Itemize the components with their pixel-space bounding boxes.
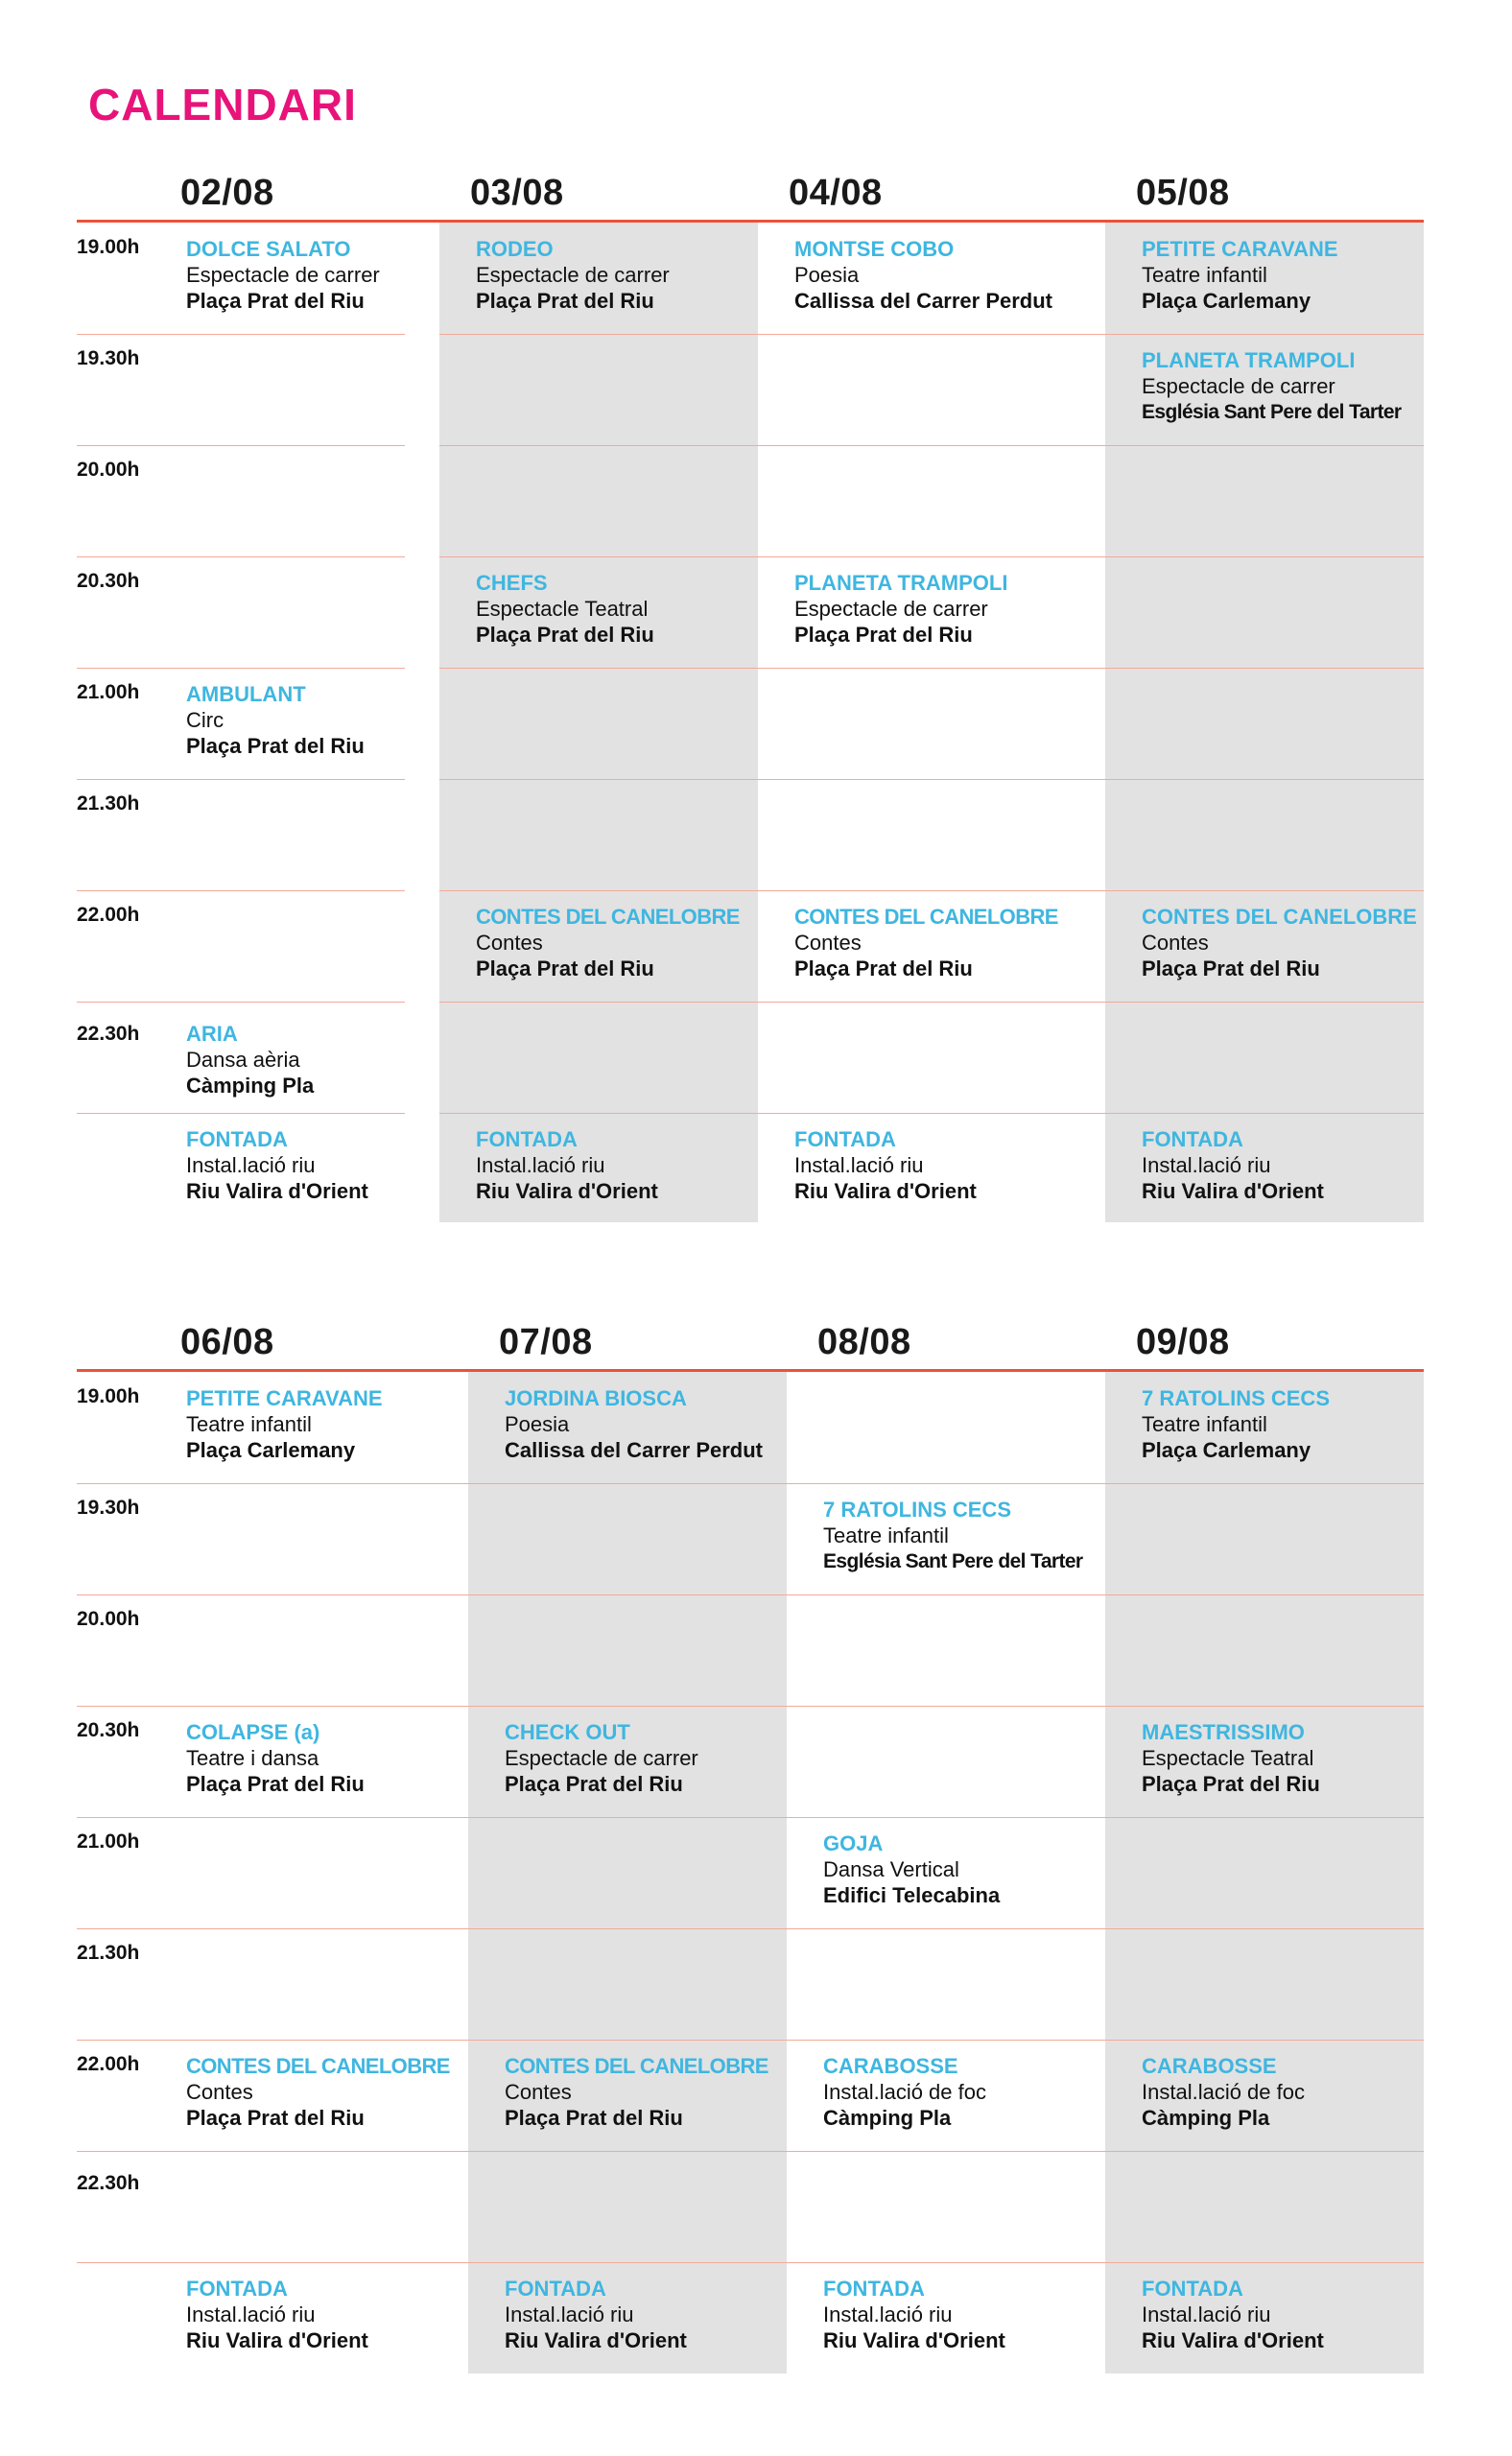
row-divider (439, 1002, 1424, 1003)
event-card (794, 236, 1092, 314)
event-type: Poesia (505, 1412, 570, 1436)
row-divider (77, 1706, 1424, 1707)
event-place: Plaça Carlemany (1142, 1438, 1311, 1462)
row-divider (77, 1928, 1424, 1929)
event-place: Edifici Telecabina (823, 1883, 1001, 1907)
row-divider (439, 334, 1424, 335)
event-name: FONTADA (794, 1127, 896, 1151)
header-rule (77, 220, 1424, 223)
row-divider (439, 779, 1424, 780)
event-place: Riu Valira d'Orient (505, 2328, 687, 2352)
event-type: Teatre infantil (186, 1412, 312, 1436)
day-header: 04/08 (789, 173, 883, 213)
event-card (823, 1830, 1121, 1908)
event-name: CONTES DEL CANELOBRE (505, 2054, 768, 2078)
event-card (186, 681, 484, 759)
event-card (1142, 236, 1439, 314)
event-type: Espectacle de carrer (1142, 374, 1335, 398)
event-place: Plaça Prat del Riu (186, 734, 365, 758)
event-type: Instal.lació riu (794, 1153, 924, 1177)
day-header: 09/08 (1136, 1322, 1230, 1362)
event-place: Riu Valira d'Orient (186, 2328, 368, 2352)
time-label: 19.30h (77, 1497, 140, 1519)
event-card (823, 1497, 1121, 1574)
event-place: Riu Valira d'Orient (823, 2328, 1005, 2352)
time-label: 22.30h (77, 1023, 140, 1045)
event-name: FONTADA (186, 2277, 288, 2301)
event-name: FONTADA (1142, 2277, 1243, 2301)
event-type: Instal.lació riu (1142, 1153, 1271, 1177)
event-card (1142, 1385, 1439, 1463)
event-name: GOJA (823, 1831, 884, 1855)
event-name: FONTADA (186, 1127, 288, 1151)
event-card (476, 1126, 773, 1204)
event-type: Teatre infantil (1142, 1412, 1267, 1436)
event-place: Església Sant Pere del Tarter (1142, 401, 1402, 423)
event-type: Poesia (794, 263, 860, 287)
event-place: Plaça Prat del Riu (794, 623, 973, 647)
row-divider (77, 668, 405, 669)
event-card (794, 904, 1092, 981)
event-place: Callissa del Carrer Perdut (794, 289, 1053, 313)
event-place: Riu Valira d'Orient (476, 1179, 658, 1203)
event-name: MONTSE COBO (794, 237, 955, 261)
event-name: DOLCE SALATO (186, 237, 351, 261)
event-place: Càmping Pla (823, 2106, 952, 2130)
event-type: Contes (794, 931, 862, 955)
event-place: Càmping Pla (186, 1074, 315, 1098)
event-place: Plaça Prat del Riu (186, 2106, 365, 2130)
day-header: 03/08 (470, 173, 564, 213)
event-place: Plaça Prat del Riu (505, 2106, 683, 2130)
row-divider (439, 445, 1424, 446)
event-type: Instal.lació riu (186, 2302, 316, 2326)
day-header: 08/08 (817, 1322, 911, 1362)
page-title: CALENDARI (88, 80, 357, 130)
event-name: CHECK OUT (505, 1720, 630, 1744)
time-label: 22.00h (77, 2053, 140, 2075)
time-label: 22.00h (77, 904, 140, 926)
time-label: 20.00h (77, 1608, 140, 1630)
event-card (476, 570, 773, 648)
time-label: 20.00h (77, 459, 140, 481)
event-name: COLAPSE (a) (186, 1720, 320, 1744)
event-type: Espectacle Teatral (476, 597, 649, 621)
event-place: Riu Valira d'Orient (794, 1179, 977, 1203)
row-divider (77, 1594, 1424, 1595)
event-type: Contes (505, 2080, 572, 2104)
row-divider (439, 668, 1424, 669)
event-type: Contes (186, 2080, 253, 2104)
row-divider (77, 779, 405, 780)
event-type: Instal.lació riu (476, 1153, 605, 1177)
event-place: Plaça Prat del Riu (186, 289, 365, 313)
event-name: MAESTRISSIMO (1142, 1720, 1305, 1744)
event-place: Plaça Prat del Riu (186, 1772, 365, 1796)
time-label: 19.30h (77, 347, 140, 369)
event-type: Instal.lació riu (1142, 2302, 1271, 2326)
event-card (1142, 1126, 1439, 1204)
time-label: 19.00h (77, 1385, 140, 1407)
event-name: PETITE CARAVANE (1142, 237, 1338, 261)
event-name: CARABOSSE (1142, 2054, 1277, 2078)
event-name: RODEO (476, 237, 554, 261)
event-type: Espectacle Teatral (1142, 1746, 1314, 1770)
event-type: Instal.lació riu (186, 1153, 316, 1177)
event-name: CONTES DEL CANELOBRE (186, 2054, 450, 2078)
event-name: PLANETA TRAMPOLI (1142, 348, 1356, 372)
event-place: Església Sant Pere del Tarter (823, 1550, 1083, 1572)
event-place: Plaça Prat del Riu (476, 289, 654, 313)
event-type: Teatre infantil (1142, 263, 1267, 287)
event-type: Espectacle de carrer (505, 1746, 698, 1770)
event-card (1142, 347, 1439, 425)
event-place: Plaça Prat del Riu (1142, 956, 1320, 980)
event-card (186, 1021, 484, 1098)
event-card (1142, 2276, 1439, 2353)
row-divider (77, 556, 405, 557)
event-name: CHEFS (476, 571, 548, 595)
event-card (823, 2276, 1121, 2353)
event-place: Plaça Prat del Riu (794, 956, 973, 980)
event-card (1142, 2053, 1439, 2131)
event-type: Dansa Vertical (823, 1857, 959, 1881)
event-place: Riu Valira d'Orient (186, 1179, 368, 1203)
time-label: 21.00h (77, 1830, 140, 1853)
event-name: PETITE CARAVANE (186, 1386, 383, 1410)
time-label: 21.30h (77, 792, 140, 815)
row-divider (77, 1113, 405, 1114)
event-name: CONTES DEL CANELOBRE (794, 905, 1058, 929)
row-divider (77, 1483, 1424, 1484)
column-shade-07-08 (468, 1372, 787, 2373)
event-card (186, 236, 484, 314)
row-divider (77, 445, 405, 446)
event-card (1142, 904, 1439, 981)
time-label: 21.00h (77, 681, 140, 703)
event-place: Plaça Prat del Riu (476, 623, 654, 647)
event-card (823, 2053, 1121, 2131)
day-header: 05/08 (1136, 173, 1230, 213)
event-card (186, 2276, 484, 2353)
event-place: Plaça Prat del Riu (1142, 1772, 1320, 1796)
row-divider (77, 2151, 1424, 2152)
event-name: FONTADA (476, 1127, 578, 1151)
event-card (505, 1719, 802, 1797)
event-name: PLANETA TRAMPOLI (794, 571, 1008, 595)
row-divider (77, 2040, 1424, 2041)
event-name: FONTADA (505, 2277, 606, 2301)
time-label: 20.30h (77, 570, 140, 592)
row-divider (77, 1002, 405, 1003)
event-name: CONTES DEL CANELOBRE (476, 905, 740, 929)
event-name: 7 RATOLINS CECS (1142, 1386, 1330, 1410)
event-place: Càmping Pla (1142, 2106, 1270, 2130)
event-place: Riu Valira d'Orient (1142, 2328, 1324, 2352)
event-type: Instal.lació de foc (1142, 2080, 1305, 2104)
time-label: 21.30h (77, 1942, 140, 1964)
event-card (794, 1126, 1092, 1204)
event-type: Espectacle de carrer (186, 263, 380, 287)
day-header: 02/08 (180, 173, 274, 213)
event-place: Callissa del Carrer Perdut (505, 1438, 764, 1462)
header-rule (77, 1369, 1424, 1372)
column-shade-03-08 (439, 223, 758, 1222)
row-divider (439, 556, 1424, 557)
event-name: FONTADA (823, 2277, 925, 2301)
event-card (505, 2276, 802, 2353)
event-name: 7 RATOLINS CECS (823, 1498, 1011, 1522)
event-place: Plaça Prat del Riu (476, 956, 654, 980)
event-name: JORDINA BIOSCA (505, 1386, 687, 1410)
event-type: Contes (476, 931, 543, 955)
time-label: 19.00h (77, 236, 140, 258)
time-label: 22.30h (77, 2172, 140, 2194)
event-card (476, 904, 773, 981)
time-label: 20.30h (77, 1719, 140, 1741)
event-place: Plaça Carlemany (186, 1438, 356, 1462)
event-type: Dansa aèria (186, 1048, 300, 1072)
event-card (186, 1126, 484, 1204)
event-name: CARABOSSE (823, 2054, 958, 2078)
row-divider (439, 1113, 1424, 1114)
event-place: Riu Valira d'Orient (1142, 1179, 1324, 1203)
event-place: Plaça Carlemany (1142, 289, 1311, 313)
event-card (505, 1385, 802, 1463)
event-name: CONTES DEL CANELOBRE (1142, 905, 1417, 929)
event-card (505, 2053, 802, 2131)
event-name: ARIA (186, 1022, 238, 1046)
event-type: Contes (1142, 931, 1209, 955)
event-card (186, 2053, 484, 2131)
day-header: 07/08 (499, 1322, 593, 1362)
event-type: Instal.lació de foc (823, 2080, 986, 2104)
day-header: 06/08 (180, 1322, 274, 1362)
event-card (794, 570, 1092, 648)
event-name: FONTADA (1142, 1127, 1243, 1151)
column-shade-09-08 (1105, 1372, 1424, 2373)
event-place: Plaça Prat del Riu (505, 1772, 683, 1796)
event-type: Instal.lació riu (505, 2302, 634, 2326)
event-name: AMBULANT (186, 682, 306, 706)
row-divider (77, 334, 405, 335)
event-type: Teatre infantil (823, 1523, 949, 1547)
event-card (476, 236, 773, 314)
event-type: Instal.lació riu (823, 2302, 953, 2326)
event-type: Circ (186, 708, 224, 732)
event-card (186, 1385, 484, 1463)
event-type: Espectacle de carrer (476, 263, 670, 287)
row-divider (439, 890, 1424, 891)
event-type: Teatre i dansa (186, 1746, 319, 1770)
event-type: Espectacle de carrer (794, 597, 988, 621)
event-card (186, 1719, 484, 1797)
event-card (1142, 1719, 1439, 1797)
row-divider (77, 2262, 1424, 2263)
row-divider (77, 890, 405, 891)
row-divider (77, 1817, 1424, 1818)
